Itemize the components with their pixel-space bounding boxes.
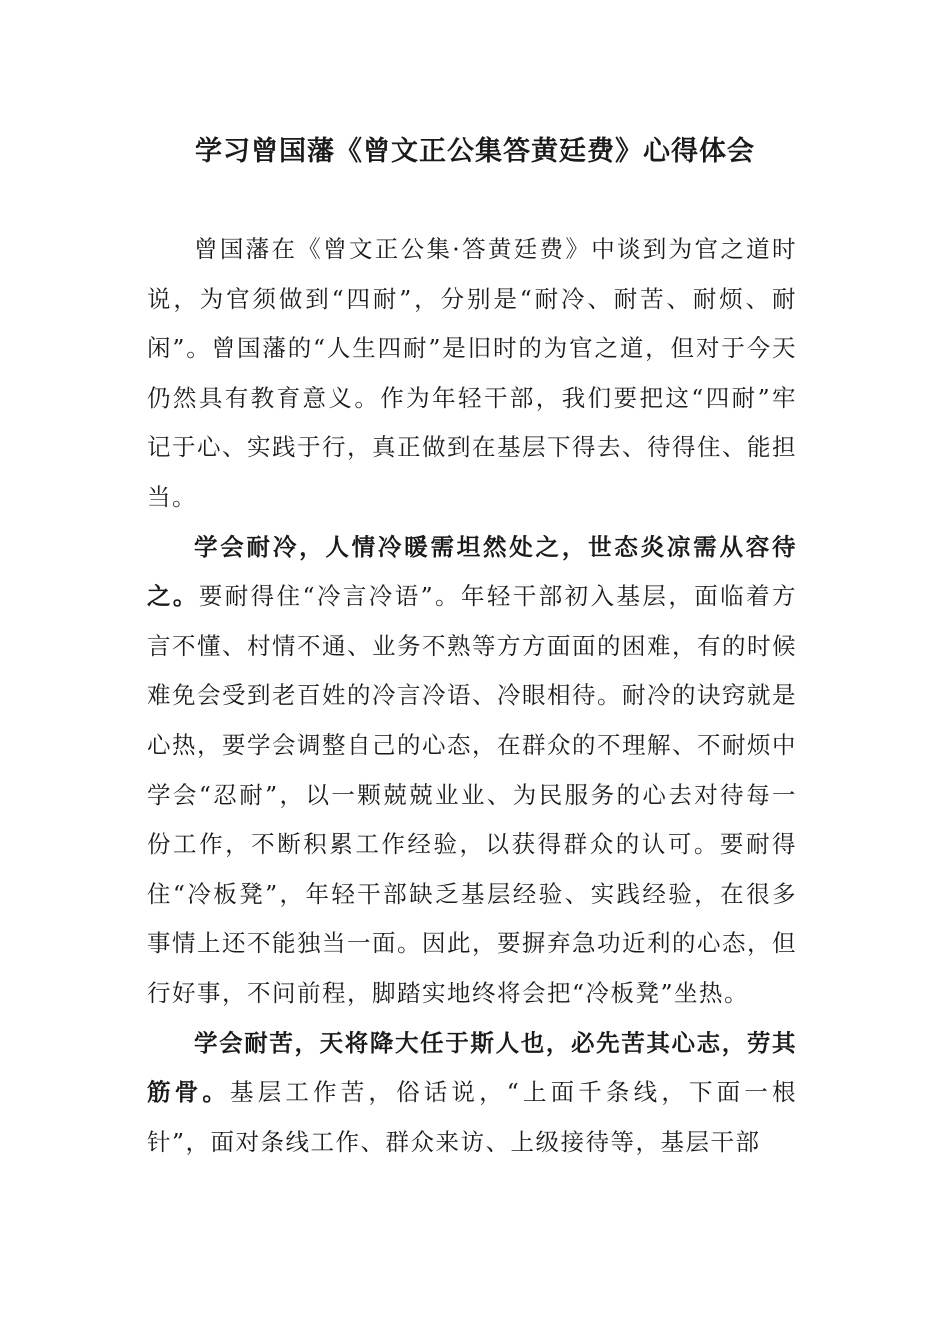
endure-hardship-paragraph bbox=[147, 1019, 797, 1168]
endure-cold-paragraph bbox=[147, 523, 797, 1019]
paragraph-text: 基层工作苦，俗话说，“上面千条线，下面一根针”，面对条线工作、群众来访、上级接待等，基层干部 bbox=[147, 1078, 798, 1156]
intro-paragraph bbox=[147, 225, 797, 523]
document-title: 学习曾国藩《曾文正公集答黄廷费》心得体会 bbox=[195, 136, 755, 167]
paragraph-text: 曾国藩在《曾文正公集·答黄廷费》中谈到为官之道时说，为官须做到“四耐”，分别是“耐冷、耐苦、耐烦、耐闲”。曾国藩的“人生四耐”是旧时的为官之道，但对于今天仍然具有教育意义。作为年轻干部，我们要把这“四耐”牢记于心、实践于行，真正做到在基层下得去、待得住、能担当。 bbox=[147, 235, 797, 511]
paragraph-lead: 学会耐冷，人情冷暖需坦然处之，世态炎凉需从容待之。 bbox=[147, 532, 797, 611]
paragraph-lead: 学会耐苦，天将降大任于斯人也，必先苦其心志，劳其筋骨。 bbox=[147, 1028, 797, 1107]
document-body bbox=[147, 225, 797, 1167]
paragraph-text: 要耐得住“冷言冷语”。年轻干部初入基层，面临着方言不懂、村情不通、业务不熟等方方面面的困难，有的时候难免会受到老百姓的冷言冷语、冷眼相待。耐冷的诀窍就是心热，要学会调整自己的心态，在群众的不理解、不耐烦中学会“忍耐”，以一颗兢兢业业、为民服务的心去对待每一份工作，不断积累工作经验，以获得群众的认可。要耐得住“冷板凳”，年轻干部缺乏基层经验、实践经验，在很多事情上还不能独当一面。因此，要摒弃急功近利的心态，但行好事，不问前程，脚踏实地终将会把“冷板凳”坐热。 bbox=[147, 582, 798, 1007]
